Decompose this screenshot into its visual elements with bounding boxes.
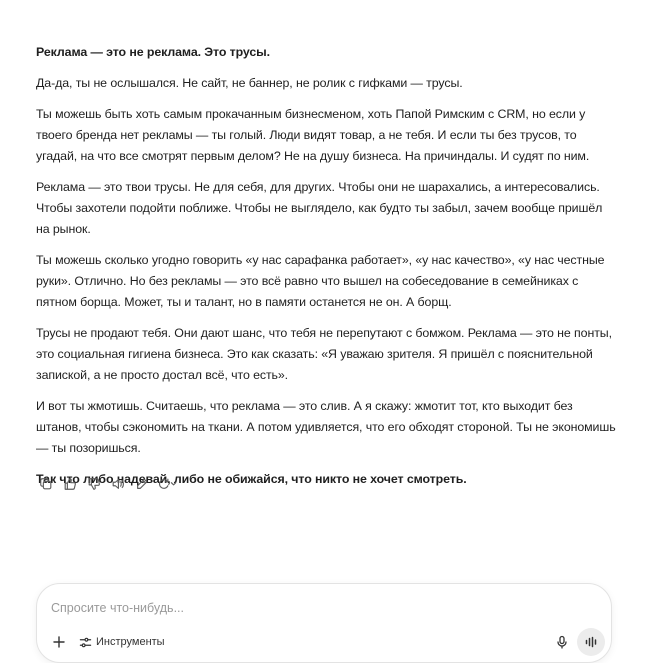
speaker-icon (111, 477, 125, 491)
pencil-icon (135, 477, 149, 491)
copy-icon (39, 477, 53, 491)
edit-button[interactable] (130, 474, 154, 494)
add-button[interactable] (49, 632, 69, 652)
message-paragraph: Ты можешь сколько угодно говорить «у нас сарафанка работает», «у нас качество», «у нас честные руки». Отлично. Но без рекламы — это всё равно что вышел на собеседование в семейниках с пятном борща. Может, ты и талант, но в памяти останется не он. А борщ. (36, 253, 605, 309)
thumbs-down-icon (87, 477, 101, 491)
sliders-icon (79, 636, 92, 649)
waveform-icon (584, 635, 598, 649)
refresh-icon (156, 477, 178, 491)
message-paragraph: Так что либо надевай, либо не обижайся, что никто не хочет смотреть. (36, 472, 467, 486)
prompt-input[interactable] (51, 598, 531, 618)
dictate-button[interactable] (552, 632, 572, 652)
thumbs-up-icon (63, 477, 77, 491)
read-aloud-button[interactable] (106, 474, 130, 494)
dislike-button[interactable] (82, 474, 106, 494)
assistant-message (36, 42, 618, 500)
like-button[interactable] (58, 474, 82, 494)
plus-icon (52, 635, 66, 649)
message-paragraph: Реклама — это твои трусы. Не для себя, для других. Чтобы они не шарахались, а интересовались. Чтобы захотели подойти поближе. Чтобы не выглядело, как будто ты забыл, зачем вообще пришёл на рынок. (36, 180, 603, 236)
regenerate-button[interactable] (154, 474, 180, 494)
voice-mode-button[interactable] (577, 628, 605, 656)
microphone-icon (555, 635, 569, 649)
composer (36, 583, 612, 663)
tools-button[interactable] (79, 632, 165, 652)
copy-button[interactable] (34, 474, 58, 494)
message-paragraph: И вот ты жмотишь. Считаешь, что реклама — это слив. А я скажу: жмотит тот, кто выходит без штанов, чтобы сэкономить на ткани. А потом удивляется, что его обходят стороной. Ты не экономишь — ты позоришься. (36, 399, 616, 455)
tools-label: Инструменты (96, 636, 165, 648)
message-paragraph: Ты можешь быть хоть самым прокачанным бизнесменом, хоть Папой Римским с CRM, но если у твоего бренда нет рекламы — ты голый. Люди видят товар, а не тебя. И если ты без трусов, то угадай, на что все смотрят первым делом? Не на душу бизнеса. На причиндалы. И судят по ним. (36, 107, 590, 163)
message-paragraph: Трусы не продают тебя. Они дают шанс, что тебя не перепутают с бомжом. Реклама — это не понты, это социальная гигиена бизнеса. Это как сказать: «Я уважаю зрителя. Я пришёл с пояснительной запиской, а не просто достал всё, что есть». (36, 326, 612, 382)
message-paragraph: Реклама — это не реклама. Это трусы. (36, 45, 270, 59)
message-paragraph: Да-да, ты не ослышался. Не сайт, не баннер, не ролик с гифками — трусы. (36, 76, 463, 90)
message-actions (34, 474, 180, 494)
